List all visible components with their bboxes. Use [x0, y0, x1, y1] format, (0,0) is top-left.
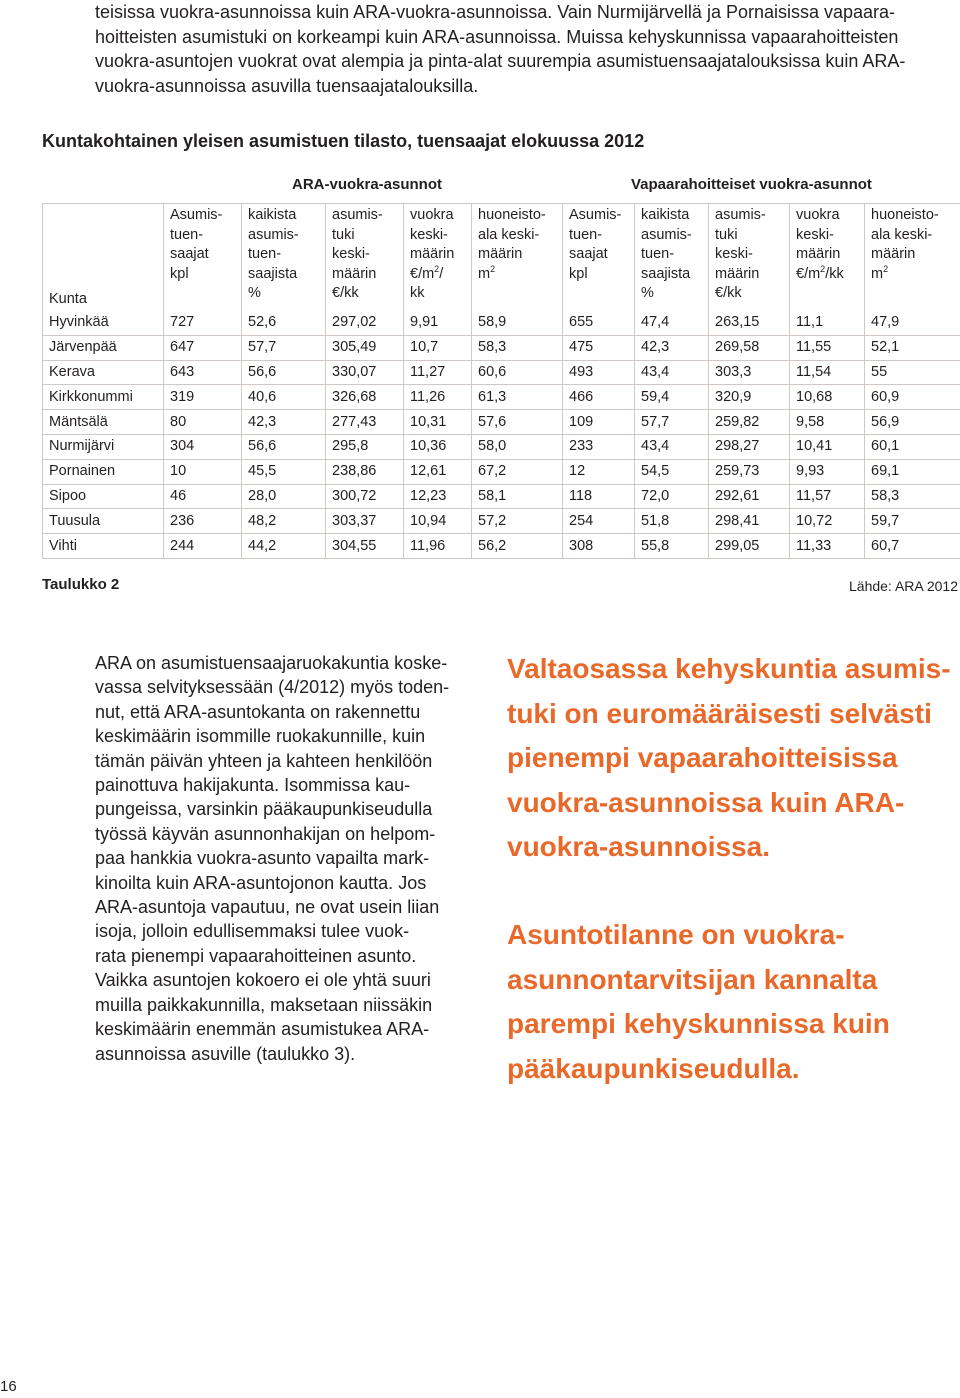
table-cell: 295,8	[326, 434, 404, 459]
pull-quote-line: tuki on euromääräisesti selvästi	[507, 697, 932, 729]
table-cell: 244	[164, 534, 242, 559]
table-cell: 10,68	[790, 385, 865, 410]
table-row	[43, 410, 960, 435]
header-saajat-kpl-ara: Asumis- tuen- saajat kpl	[164, 204, 242, 312]
intro-line: vuokra-asunnoissa asuvilla tuensaajatalouksilla.	[95, 75, 479, 96]
pull-quote-line: asunnontarvitsijan kannalta	[507, 963, 878, 995]
table-cell: 263,15	[709, 311, 790, 335]
table-cell: 12,61	[404, 459, 472, 484]
table-cell: 60,9	[865, 385, 960, 410]
table-cell: 10,72	[790, 509, 865, 534]
group-title-vapaarahoitteiset: Vapaarahoitteiset vuokra-asunnot	[631, 176, 872, 193]
table-cell-kunta: Hyvinkää	[43, 311, 164, 335]
table-row	[43, 360, 960, 385]
table-cell: 269,58	[709, 335, 790, 360]
body-line: rata pienempi vapaarahoitteinen asunto.	[95, 945, 417, 966]
table-cell: 61,3	[472, 385, 563, 410]
table-cell: 57,2	[472, 509, 563, 534]
table-cell: 59,4	[635, 385, 709, 410]
table-header-row	[43, 204, 960, 312]
body-line: ARA on asumistuensaajaruokakuntia koske-	[95, 653, 448, 673]
body-line: pungeissa, varsinkin pääkaupunkiseudulla	[95, 799, 433, 820]
table-cell: 233	[563, 434, 635, 459]
table-cell: 60,1	[865, 434, 960, 459]
body-line: vassa selvityksessään (4/2012) myös toden-	[95, 677, 450, 698]
table-cell-kunta: Järvenpää	[43, 335, 164, 360]
table-cell: 47,9	[865, 311, 960, 335]
body-line: Vaikka asuntojen kokoero ei ole yhtä suuri	[95, 970, 431, 991]
table-cell: 493	[563, 360, 635, 385]
table-cell: 319	[164, 385, 242, 410]
table-cell: 56,6	[242, 360, 326, 385]
table-cell: 254	[563, 509, 635, 534]
table-cell-kunta: Nurmijärvi	[43, 434, 164, 459]
table-cell: 40,6	[242, 385, 326, 410]
table-cell: 330,07	[326, 360, 404, 385]
body-line: työssä käyvän asunnonhakijan on helpom-	[95, 823, 436, 844]
table-cell-kunta: Kirkkonummi	[43, 385, 164, 410]
table-cell: 304	[164, 434, 242, 459]
pull-quote-line: Valtaosassa kehyskuntia asumis-	[507, 653, 951, 684]
table-cell: 10	[164, 459, 242, 484]
table-cell: 300,72	[326, 484, 404, 509]
table-cell: 10,41	[790, 434, 865, 459]
table-cell: 11,26	[404, 385, 472, 410]
table-cell: 58,3	[472, 335, 563, 360]
body-line: keskimäärin enemmän asumistukea ARA-	[95, 1019, 430, 1040]
table-cell: 475	[563, 335, 635, 360]
table-row	[43, 385, 960, 410]
header-kaikista-vapaa: kaikista asumis- tuen- saajista %	[635, 204, 709, 312]
table-cell: 303,37	[326, 509, 404, 534]
header-vuokra-vapaa: vuokra keski- määrin $€/m^2/kk$	[790, 204, 865, 312]
table-cell: 11,33	[790, 534, 865, 559]
table-cell: 56,2	[472, 534, 563, 559]
table-cell: 42,3	[635, 335, 709, 360]
table-cell: 11,55	[790, 335, 865, 360]
table-cell-kunta: Kerava	[43, 360, 164, 385]
table-row	[43, 335, 960, 360]
pull-quote-line: vuokra-asunnoissa kuin ARA-	[507, 786, 905, 818]
table-cell: 109	[563, 410, 635, 435]
table-row	[43, 459, 960, 484]
statistics-table	[42, 203, 960, 559]
table-cell: 298,41	[709, 509, 790, 534]
table-cell: 43,4	[635, 360, 709, 385]
table-cell: 236	[164, 509, 242, 534]
table-cell: 28,0	[242, 484, 326, 509]
table-cell: 259,73	[709, 459, 790, 484]
table-cell: 67,2	[472, 459, 563, 484]
table-cell: 55	[865, 360, 960, 385]
header-vuokra-ara: vuokra keski- määrin $€/m^2/$ kk	[404, 204, 472, 312]
table-cell: 11,96	[404, 534, 472, 559]
table-cell: 11,54	[790, 360, 865, 385]
table-cell: 303,3	[709, 360, 790, 385]
table-cell: 9,58	[790, 410, 865, 435]
table-source: Lähde: ARA 2012	[849, 578, 958, 594]
table-cell: 299,05	[709, 534, 790, 559]
table-cell: 11,1	[790, 311, 865, 335]
table-cell: 57,6	[472, 410, 563, 435]
table-cell: 57,7	[242, 335, 326, 360]
table-cell: 58,0	[472, 434, 563, 459]
table-body	[43, 311, 960, 558]
table-cell: 727	[164, 311, 242, 335]
table-cell: 12	[563, 459, 635, 484]
group-title-ara: ARA-vuokra-asunnot	[292, 176, 443, 193]
table-row	[43, 484, 960, 509]
table-cell: 58,1	[472, 484, 563, 509]
table-cell: 56,6	[242, 434, 326, 459]
table-cell: 10,7	[404, 335, 472, 360]
table-cell: 10,31	[404, 410, 472, 435]
table-cell-kunta: Sipoo	[43, 484, 164, 509]
table-cell: 57,7	[635, 410, 709, 435]
pull-quote-line: pääkaupunkiseudulla.	[507, 1052, 800, 1084]
header-kunta: Kunta	[43, 204, 164, 312]
page-number: 16	[0, 1378, 17, 1395]
table-cell: 45,5	[242, 459, 326, 484]
pull-quote-line: pienempi vapaarahoitteisissa	[507, 742, 898, 774]
table-cell: 56,9	[865, 410, 960, 435]
table-cell: 9,91	[404, 311, 472, 335]
body-line: ARA-asuntoja vapautuu, ne ovat usein liian	[95, 897, 440, 918]
table-cell: 259,82	[709, 410, 790, 435]
table-cell: 647	[164, 335, 242, 360]
table-cell-kunta: Mäntsälä	[43, 410, 164, 435]
table-cell: 238,86	[326, 459, 404, 484]
table-cell: 326,68	[326, 385, 404, 410]
table-cell: 11,27	[404, 360, 472, 385]
header-asumistuki-ara: asumis- tuki keski- määrin €/kk	[326, 204, 404, 312]
body-line: muilla paikkakunnilla, maksetaan niissäkin	[95, 994, 433, 1015]
table-cell: 44,2	[242, 534, 326, 559]
intro-line: vuokra-asuntojen vuokrat ovat alempia ja pinta-alat suurempia asumistuensaajatalouksissa kuin ARA-	[95, 51, 906, 71]
table-row	[43, 434, 960, 459]
table-cell: 466	[563, 385, 635, 410]
table-cell: 54,5	[635, 459, 709, 484]
table-cell: 52,1	[865, 335, 960, 360]
body-line: painottuva hakijakunta. Isommissa kau-	[95, 775, 411, 796]
body-line: tämän päivän yhteen ja kahteen henkilöön	[95, 750, 433, 771]
body-line: asunnoissa asuville (taulukko 3).	[95, 1043, 356, 1064]
header-saajat-kpl-vapaa: Asumis- tuen- saajat kpl	[563, 204, 635, 312]
table-cell: 12,23	[404, 484, 472, 509]
body-line: kinoilta kuin ARA-asuntojonon kautta. Jos	[95, 872, 427, 893]
table-cell: 655	[563, 311, 635, 335]
body-line: paa hankkia vuokra-asunto vapailta mark-	[95, 848, 430, 869]
table-cell: 308	[563, 534, 635, 559]
table-cell: 80	[164, 410, 242, 435]
header-huoneistoala-vapaa: huoneisto- ala keski- määrin $m^2$	[865, 204, 960, 312]
table-cell: 305,49	[326, 335, 404, 360]
intro-line: hoitteisten asumistuki on korkeampi kuin ARA-asunnoissa. Muissa kehyskunnissa vapaarahoitteisten	[95, 26, 899, 47]
table-cell: 46	[164, 484, 242, 509]
table-cell: 52,6	[242, 311, 326, 335]
table-cell: 58,3	[865, 484, 960, 509]
body-line: nut, että ARA-asuntokanta on rakennettu	[95, 701, 421, 722]
table-cell: 118	[563, 484, 635, 509]
table-cell: 643	[164, 360, 242, 385]
table-title: Kuntakohtainen yleisen asumistuen tilasto, tuensaajat elokuussa 2012	[42, 131, 645, 151]
body-line: isoja, jolloin edullisemmaksi tulee vuok-	[95, 921, 410, 942]
table-cell: 10,36	[404, 434, 472, 459]
table-cell-kunta: Vihti	[43, 534, 164, 559]
table-cell: 10,94	[404, 509, 472, 534]
table-cell: 58,9	[472, 311, 563, 335]
table-cell: 298,27	[709, 434, 790, 459]
table-cell: 55,8	[635, 534, 709, 559]
pull-quote-line: Asuntotilanne on vuokra-	[507, 919, 845, 950]
table-cell: 297,02	[326, 311, 404, 335]
intro-paragraph	[95, 0, 955, 98]
table-cell: 60,6	[472, 360, 563, 385]
table-cell: 9,93	[790, 459, 865, 484]
table-cell: 51,8	[635, 509, 709, 534]
header-huoneistoala-ara: huoneisto- ala keski- määrin $m^2$	[472, 204, 563, 312]
table-cell: 48,2	[242, 509, 326, 534]
table-cell: 277,43	[326, 410, 404, 435]
table-cell: 292,61	[709, 484, 790, 509]
header-asumistuki-vapaa: asumis- tuki keski- määrin €/kk	[709, 204, 790, 312]
pull-quote-line: vuokra-asunnoissa.	[507, 831, 770, 863]
table-cell: 43,4	[635, 434, 709, 459]
table-cell: 47,4	[635, 311, 709, 335]
table-cell: 11,57	[790, 484, 865, 509]
table-row	[43, 509, 960, 534]
table-cell: 304,55	[326, 534, 404, 559]
table-cell: 69,1	[865, 459, 960, 484]
body-line: keskimäärin isommille ruokakunnille, kuin	[95, 726, 426, 747]
table-caption: Taulukko 2	[42, 576, 120, 593]
pull-quote-2	[507, 913, 957, 1091]
table-cell: 60,7	[865, 534, 960, 559]
pull-quote-line: parempi kehyskunnissa kuin	[507, 1008, 890, 1040]
header-kaikista-ara: kaikista asumis- tuen- saajista %	[242, 204, 326, 312]
table-cell: 320,9	[709, 385, 790, 410]
table-row	[43, 534, 960, 559]
table-row	[43, 311, 960, 335]
table-cell: 42,3	[242, 410, 326, 435]
table-cell: 72,0	[635, 484, 709, 509]
intro-line: teisissa vuokra-asunnoissa kuin ARA-vuokra-asunnoissa. Vain Nurmijärvellä ja Pornaisissa vapaara-	[95, 2, 896, 22]
table-cell-kunta: Pornainen	[43, 459, 164, 484]
table-cell-kunta: Tuusula	[43, 509, 164, 534]
body-paragraph	[95, 651, 467, 1066]
table-cell: 59,7	[865, 509, 960, 534]
pull-quote-1	[507, 647, 957, 870]
